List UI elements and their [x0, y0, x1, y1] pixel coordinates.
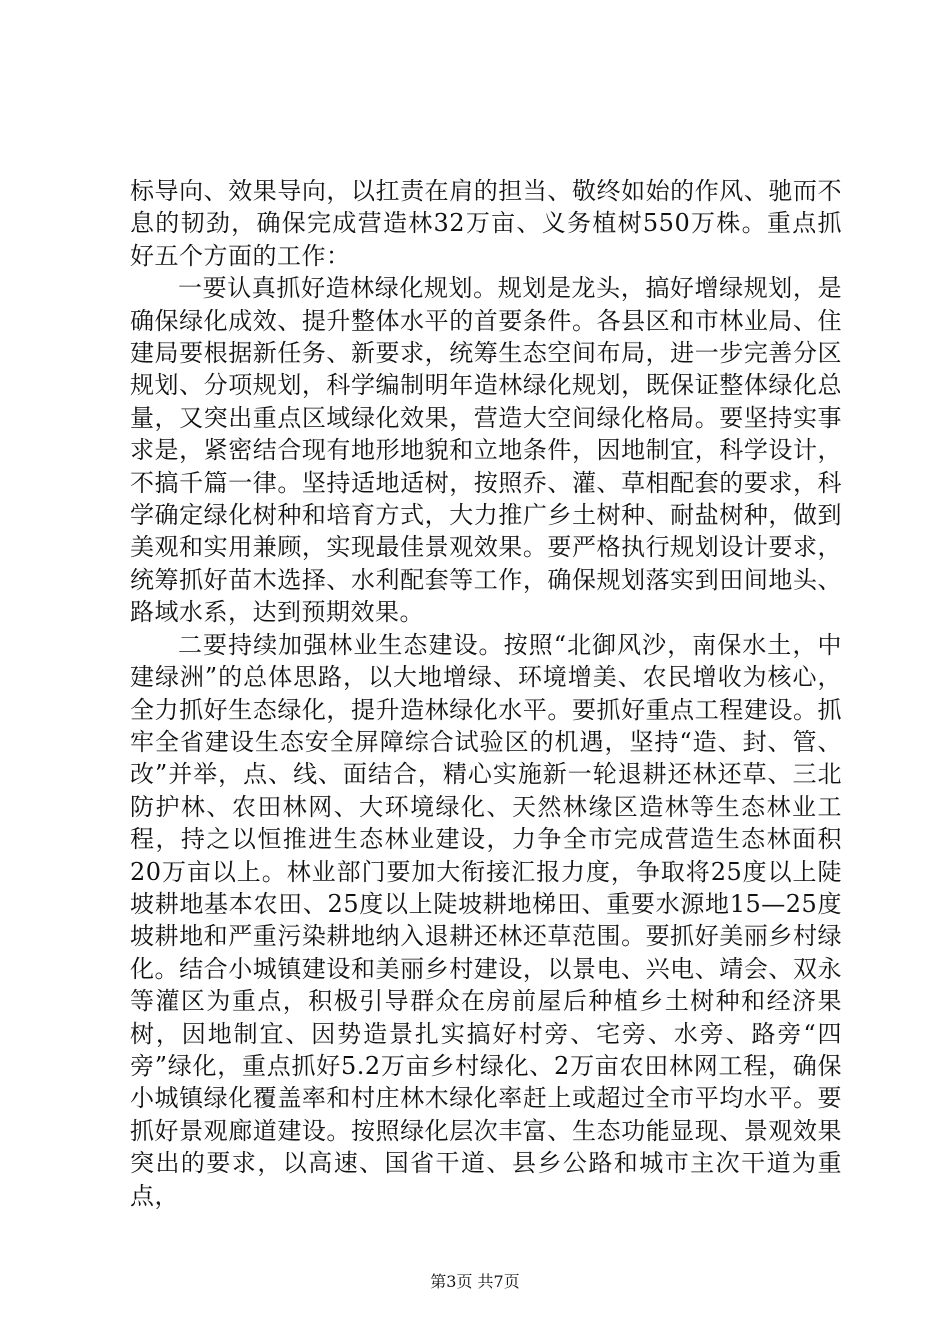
page-number-footer: 第3页 共7页 — [430, 1272, 520, 1291]
paragraph-1: 标导向、效果导向，以扛责在肩的担当、敬终如始的作风、驰而不息的韧劲，确保完成营造林32万亩、义务植树550万株。重点抓好五个方面的工作： — [130, 177, 842, 270]
document-body — [130, 175, 842, 1212]
paragraph-3: 二要持续加强林业生态建设。按照“北御风沙，南保水土，中建绿洲”的总体思路，以大地增绿、环境增美、农民增收为核心，全力抓好生态绿化，提升造林绿化水平。要抓好重点工程建设。抓牢全省建设生态安全屏障综合试验区的机遇，坚持“造、封、管、改”并举，点、线、面结合，精心实施新一轮退耕还林还草、三北防护林、农田林网、大环境绿化、天然林缘区造林等生态林业工程，持之以恒推进生态林业建设，力争全市完成营造生态林面积20万亩以上。林业部门要加大衔接汇报力度，争取将25度以上陡坡耕地基本农田、25度以上陡坡耕地梯田、重要水源地15—25度坡耕地和严重污染耕地纳入退耕还林还草范围。要抓好美丽乡村绿化。结合小城镇建设和美丽乡村建设，以景电、兴电、靖会、双永等灌区为重点，积极引导群众在房前屋后种植乡土树种和经济果树，因地制宜、因势造景扎实搞好村旁、宅旁、水旁、路旁“四旁”绿化，重点抓好5.2万亩乡村绿化、2万亩农田林网工程，确保小城镇绿化覆盖率和村庄林木绿化率赶上或超过全市平均水平。要抓好景观廊道建设。按照绿化层次丰富、生态功能显现、景观效果突出的要求，以高速、国省干道、县乡公路和城市主次干道为重点， — [130, 630, 842, 1210]
paragraph-2: 一要认真抓好造林绿化规划。规划是龙头，搞好增绿规划，是确保绿化成效、提升整体水平的首要条件。各县区和市林业局、住建局要根据新任务、新要求，统筹生态空间布局，进一步完善分区规划、分项规划，科学编制明年造林绿化规划，既保证整体绿化总量，又突出重点区域绿化效果，营造大空间绿化格局。要坚持实事求是，紧密结合现有地形地貌和立地条件，因地制宜，科学设计，不搞千篇一律。坚持适地适树，按照乔、灌、草相配套的要求，科学确定绿化树种和培育方式，大力推广乡土树种、耐盐树种，做到美观和实用兼顾，实现最佳景观效果。要严格执行规划设计要求，统筹抓好苗木选择、水利配套等工作，确保规划落实到田间地头、路域水系，达到预期效果。 — [130, 274, 842, 627]
